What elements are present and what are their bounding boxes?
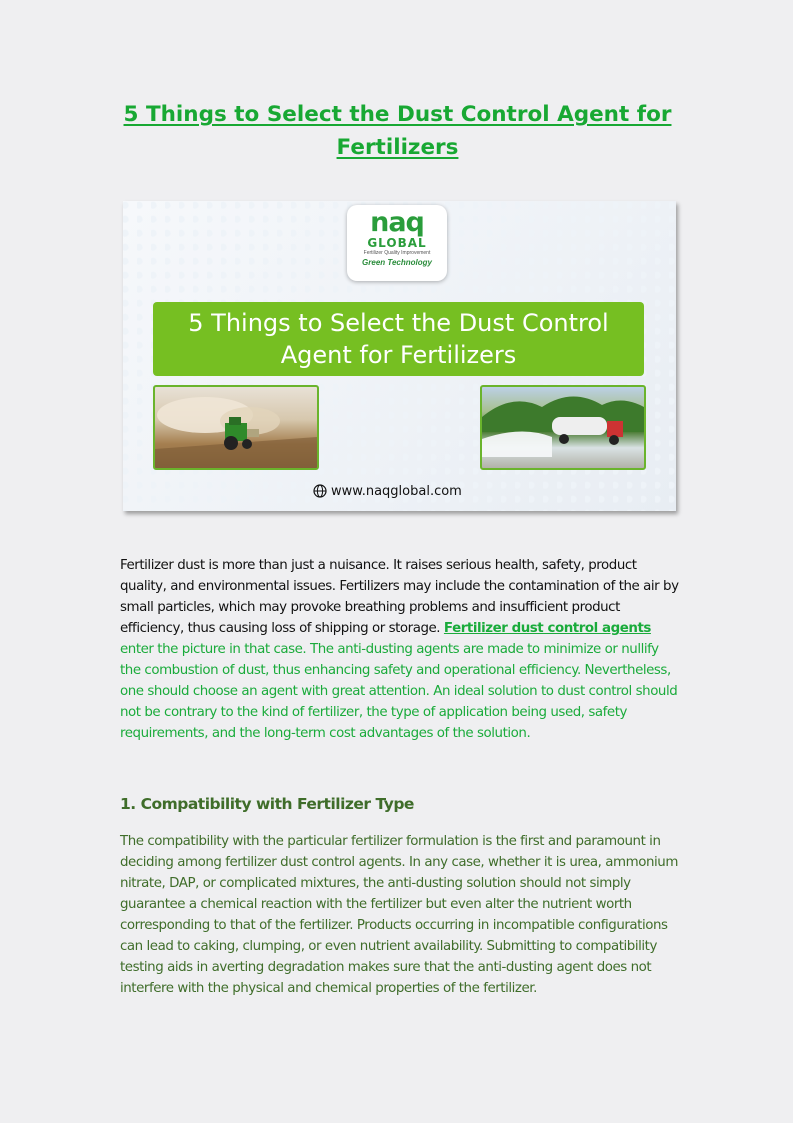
logo-green-technology: Green Technology	[362, 258, 432, 267]
logo-tagline: Fertilizer Quality Improvement	[363, 250, 431, 256]
logo-brand: naq	[370, 207, 424, 238]
banner-image	[123, 201, 676, 511]
globe-icon	[313, 484, 327, 498]
dust-control-agents-link[interactable]: Fertilizer dust control agents	[443, 621, 651, 636]
intro-text-after: enter the picture in that case. The anti-dusting agents are made to minimize or nullify the combustion of dust, thus enhancing safety and operational efficiency. Nevertheless, one should choose an agent with great attention. An ideal solution to dust control should not be contrary to the kind of fertilizer, the type of application being used, safety requirements, and the long-term cost advantages of the solution.	[120, 642, 678, 741]
logo-sub: GLOBAL	[367, 236, 427, 250]
banner-heading: 5 Things to Select the Dust Control Agent for Fertilizers	[153, 302, 644, 376]
tractor-dust-photo	[153, 385, 319, 470]
intro-paragraph	[120, 555, 680, 744]
website-text: www.naqglobal.com	[331, 484, 462, 499]
section-heading: 1. Compatibility with Fertilizer Type	[120, 795, 414, 813]
intro-text-before: Fertilizer dust is more than just a nuisance. It raises serious health, safety, product quality, and environmental issues. Fertilizers may include the contamination of the air by small particles, which may provoke breathing problems and insufficient product efficiency, thus causing loss of shipping or storage.	[120, 558, 679, 636]
page-title[interactable]: 5 Things to Select the Dust Control Agent for Fertilizers	[123, 102, 672, 160]
water-truck-photo	[480, 385, 646, 470]
website-url	[313, 483, 513, 501]
naq-global-logo	[347, 205, 447, 281]
section-body: The compatibility with the particular fertilizer formulation is the first and paramount in deciding among fertilizer dust control agents. In any case, whether it is urea, ammonium nitrate, DAP, or complicated mixtures, the anti-dusting solution should not simply guarantee a chemical reaction with the fertilizer but even alter the nutrient worth corresponding to that of the fertilizer. Products occurring in incompatible configurations can lead to caking, clumping, or even nutrient availability. Submitting to compatibility testing aids in averting degradation makes sure that the anti-dusting agent does not interfere with the physical and chemical properties of the fertilizer.	[120, 834, 678, 996]
